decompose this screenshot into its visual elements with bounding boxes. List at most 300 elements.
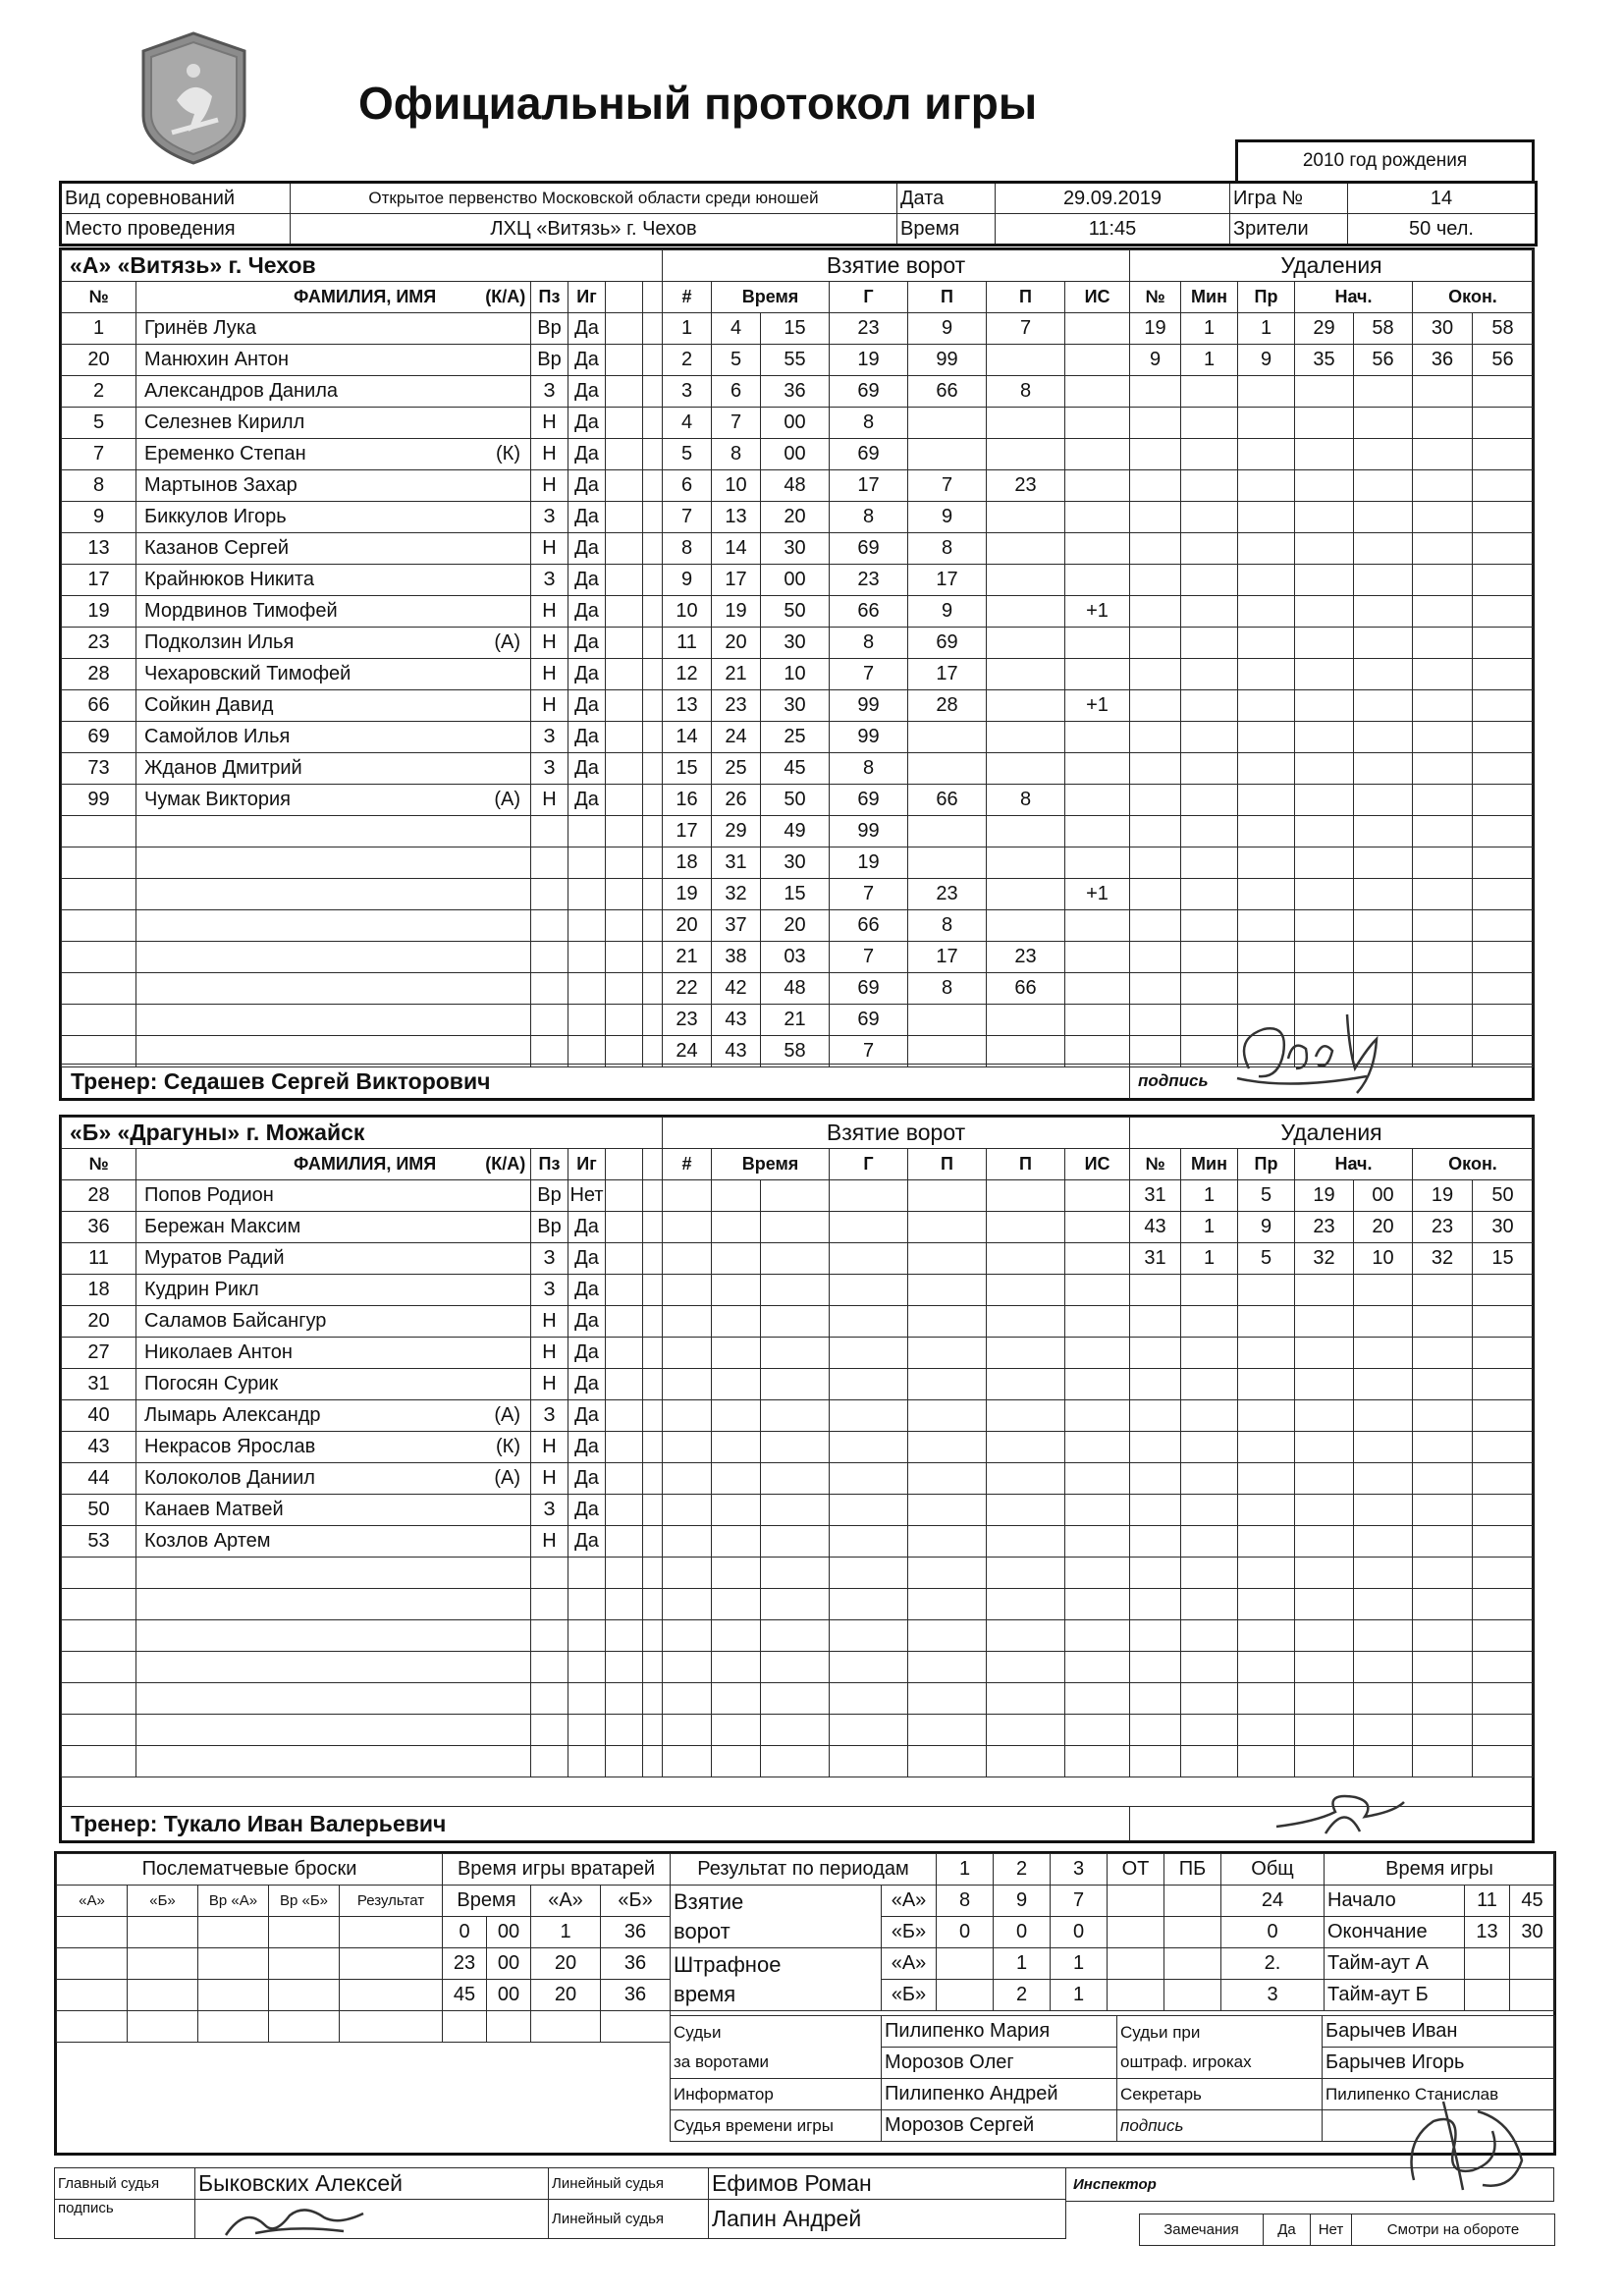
penalty-end-min — [1413, 1369, 1473, 1400]
goal-row — [663, 1369, 1130, 1400]
timekeeper-value: Морозов Сергей — [882, 2110, 1117, 2142]
player-position: З — [531, 565, 568, 596]
penalty-end-sec — [1473, 1620, 1534, 1652]
goalie-time-row — [443, 1948, 671, 1980]
player-row — [62, 910, 663, 942]
penalty-end-min — [1413, 942, 1473, 973]
goal-scorer: 69 — [830, 785, 908, 816]
player-name-cell — [136, 439, 531, 470]
penalty-reason: 5 — [1238, 1243, 1295, 1275]
player-played — [568, 1620, 606, 1652]
pim-b-so — [1164, 1980, 1221, 2011]
timeout-a-label: Тайм-аут А — [1325, 1948, 1465, 1980]
pim-b-tag: «Б» — [882, 1980, 937, 2011]
goal-strength — [1065, 1683, 1130, 1715]
goals-b-p3: 0 — [1051, 1917, 1108, 1948]
player-number: 19 — [62, 596, 136, 628]
see-back-label: Смотри на обороте — [1352, 2214, 1555, 2246]
penalty-end-sec — [1473, 408, 1534, 439]
linesman-1: Ефимов Роман — [709, 2168, 1066, 2200]
goal-second — [761, 1526, 830, 1558]
goal-number: 3 — [663, 376, 712, 408]
shootout-cell — [340, 1980, 443, 2011]
penalty-player — [1130, 722, 1181, 753]
penalty-reason: 9 — [1238, 345, 1295, 376]
goal-assist-1: 17 — [908, 565, 987, 596]
penalty-player — [1130, 470, 1181, 502]
goal-strength — [1065, 376, 1130, 408]
goal-judges-label-2: за воротами — [674, 2051, 770, 2071]
team-a-penalties-title: Удаления — [1130, 250, 1534, 282]
player-played: Да — [568, 1400, 606, 1432]
goal-second: 20 — [761, 910, 830, 942]
penalty-start-min — [1295, 596, 1354, 628]
goal-number: 19 — [663, 879, 712, 910]
player-extra — [643, 470, 663, 502]
penalty-end-sec — [1473, 533, 1534, 565]
goal-scorer — [830, 1400, 908, 1432]
penalty-reason — [1238, 1369, 1295, 1400]
penalty-start-sec — [1354, 1715, 1413, 1746]
player-number: 69 — [62, 722, 136, 753]
remarks-no[interactable]: Нет — [1311, 2214, 1352, 2246]
penalty-start-min — [1295, 1526, 1354, 1558]
penalty-start-min — [1295, 439, 1354, 470]
penalty-reason — [1238, 1683, 1295, 1715]
goal-assist-2 — [987, 879, 1065, 910]
goalie-b-number: 36 — [601, 1917, 671, 1948]
goal-row — [663, 1495, 1130, 1526]
roster-header-name — [136, 1149, 531, 1180]
penalty-end-sec — [1473, 1338, 1534, 1369]
goal-assist-2 — [987, 1463, 1065, 1495]
penalty-end-min — [1413, 1715, 1473, 1746]
goal-assist-1 — [908, 1463, 987, 1495]
venue-value: ЛХЦ «Витязь» г. Чехов — [291, 214, 897, 246]
goal-number: 14 — [663, 722, 712, 753]
player-row — [62, 1526, 663, 1558]
goal-assist-1 — [908, 847, 987, 879]
shootout-col: «А» — [57, 1886, 128, 1917]
pen-header-num: № — [1130, 1149, 1181, 1180]
penalty-start-sec — [1354, 942, 1413, 973]
penalty-end-sec — [1473, 439, 1534, 470]
player-number: 7 — [62, 439, 136, 470]
period-col: ОТ — [1108, 1854, 1164, 1886]
goal-second: 25 — [761, 722, 830, 753]
penalty-start-min — [1295, 628, 1354, 659]
penalty-minutes — [1181, 659, 1238, 690]
player-name-cell — [136, 973, 531, 1005]
penalty-end-sec — [1473, 1558, 1534, 1589]
penalty-end-sec — [1473, 1652, 1534, 1683]
player-name: Николаев Антон — [144, 1341, 293, 1363]
goal-number — [663, 1369, 712, 1400]
league-emblem-logo — [137, 29, 250, 167]
pim-b-ot — [1108, 1980, 1164, 2011]
penalty-minutes — [1181, 1620, 1238, 1652]
player-extra — [606, 345, 643, 376]
player-extra — [643, 376, 663, 408]
roster-header-spacer — [606, 1149, 643, 1180]
goal-number: 2 — [663, 345, 712, 376]
goal-strength — [1065, 1180, 1130, 1212]
penalty-end-sec — [1473, 1275, 1534, 1306]
shootout-row — [57, 1917, 443, 1948]
penalty-row — [1130, 565, 1534, 596]
player-extra — [643, 973, 663, 1005]
goal-assist-2 — [987, 1495, 1065, 1526]
penalty-player: 31 — [1130, 1180, 1181, 1212]
penalty-end-sec — [1473, 910, 1534, 942]
penalty-reason — [1238, 1652, 1295, 1683]
penalty-start-sec — [1354, 879, 1413, 910]
player-extra — [606, 470, 643, 502]
penalty-end-sec — [1473, 690, 1534, 722]
player-row — [62, 1652, 663, 1683]
shootout-cell — [340, 1917, 443, 1948]
player-played — [568, 1036, 606, 1067]
player-extra — [643, 408, 663, 439]
goal-number: 8 — [663, 533, 712, 565]
penalty-end-sec — [1473, 502, 1534, 533]
roster-header-played: Иг — [568, 1149, 606, 1180]
goal-second — [761, 1652, 830, 1683]
goal-scorer: 17 — [830, 470, 908, 502]
penalty-player: 31 — [1130, 1243, 1181, 1275]
penalty-player — [1130, 1746, 1181, 1777]
goal-scorer — [830, 1495, 908, 1526]
penalty-reason — [1238, 1495, 1295, 1526]
goal-second: 15 — [761, 313, 830, 345]
player-extra — [643, 1306, 663, 1338]
penalty-start-min — [1295, 722, 1354, 753]
player-position — [531, 1589, 568, 1620]
penalty-start-sec — [1354, 502, 1413, 533]
shootout-row — [57, 2011, 443, 2043]
player-played: Нет — [568, 1180, 606, 1212]
goal-second — [761, 1683, 830, 1715]
competition-value: Открытое первенство Московской области среди юношей — [291, 183, 897, 214]
penalty-start-min — [1295, 1495, 1354, 1526]
penalty-player — [1130, 1400, 1181, 1432]
goal-assist-2 — [987, 1306, 1065, 1338]
remarks-yes[interactable]: Да — [1264, 2214, 1311, 2246]
player-row — [62, 376, 663, 408]
penalty-end-min — [1413, 659, 1473, 690]
player-name-cell — [136, 690, 531, 722]
goal-assist-2: 23 — [987, 470, 1065, 502]
penalty-reason: 1 — [1238, 313, 1295, 345]
penalty-player: 19 — [1130, 313, 1181, 345]
goal-row — [663, 533, 1130, 565]
shootout-cell — [198, 1980, 269, 2011]
penalty-player — [1130, 439, 1181, 470]
penalty-reason — [1238, 565, 1295, 596]
goalie-time-minute: 23 — [443, 1948, 487, 1980]
team-a-title: «А» «Витязь» г. Чехов — [62, 250, 663, 282]
player-extra — [606, 847, 643, 879]
goal-row — [663, 376, 1130, 408]
goal-row — [663, 910, 1130, 942]
goal-assist-1: 99 — [908, 345, 987, 376]
goal-strength — [1065, 722, 1130, 753]
penalty-row — [1130, 1400, 1534, 1432]
goal-row — [663, 408, 1130, 439]
goal-row — [663, 1180, 1130, 1212]
shootout-table — [56, 1853, 443, 2043]
goal-minute — [712, 1526, 761, 1558]
penalty-player — [1130, 1558, 1181, 1589]
player-extra — [606, 1338, 643, 1369]
player-extra — [643, 1243, 663, 1275]
goal-assist-2 — [987, 1275, 1065, 1306]
player-row — [62, 628, 663, 659]
goal-scorer — [830, 1526, 908, 1558]
player-played: Да — [568, 1275, 606, 1306]
goal-scorer — [830, 1558, 908, 1589]
goals-b-ot — [1108, 1917, 1164, 1948]
penalty-start-min: 23 — [1295, 1212, 1354, 1243]
team-b-penalties-title: Удаления — [1130, 1118, 1534, 1149]
player-played: Да — [568, 533, 606, 565]
referee-table — [54, 2167, 1066, 2239]
player-name-cell — [136, 1526, 531, 1558]
goal-row — [663, 1746, 1130, 1777]
player-row — [62, 1589, 663, 1620]
penalty-reason — [1238, 1306, 1295, 1338]
player-row — [62, 753, 663, 785]
penalty-end-sec — [1473, 1036, 1534, 1067]
penalty-minutes — [1181, 722, 1238, 753]
player-played: Да — [568, 1526, 606, 1558]
date-label: Дата — [897, 183, 996, 214]
shootout-cell — [269, 1917, 340, 1948]
shootout-col: Результат — [340, 1886, 443, 1917]
penalty-minutes — [1181, 376, 1238, 408]
goal-assist-1: 8 — [908, 910, 987, 942]
team-b-roster — [61, 1117, 663, 1777]
goals-label-2: ворот — [674, 1918, 730, 1943]
player-extra — [606, 628, 643, 659]
goal-strength — [1065, 816, 1130, 847]
goal-assist-1 — [908, 1400, 987, 1432]
goal-number — [663, 1746, 712, 1777]
goal-number: 5 — [663, 439, 712, 470]
pen-header-start: Нач. — [1295, 282, 1413, 313]
player-number — [62, 816, 136, 847]
goal-assist-2 — [987, 1338, 1065, 1369]
goal-row — [663, 1275, 1130, 1306]
goal-row — [663, 1620, 1130, 1652]
team-b-goals — [662, 1117, 1130, 1777]
penalty-end-sec — [1473, 376, 1534, 408]
penalty-reason: 9 — [1238, 1212, 1295, 1243]
team-b-coach: Тренер: Тукало Иван Валерьевич — [71, 1811, 447, 1836]
penalty-end-min — [1413, 1463, 1473, 1495]
goal-assist-1 — [908, 1180, 987, 1212]
goal-second: 50 — [761, 785, 830, 816]
goal-minute: 26 — [712, 785, 761, 816]
goal-assist-1 — [908, 1715, 987, 1746]
penalty-row — [1130, 1275, 1534, 1306]
penalty-start-min — [1295, 910, 1354, 942]
penalty-minutes — [1181, 1369, 1238, 1400]
player-number: 13 — [62, 533, 136, 565]
player-row — [62, 439, 663, 470]
remarks-table — [1139, 2214, 1555, 2246]
penalty-row — [1130, 596, 1534, 628]
penalty-start-sec — [1354, 1495, 1413, 1526]
goal-assist-2 — [987, 1526, 1065, 1558]
goal-minute: 43 — [712, 1036, 761, 1067]
player-position: Н — [531, 690, 568, 722]
player-number — [62, 1036, 136, 1067]
player-name: Козлов Артем — [144, 1530, 271, 1552]
player-extra — [643, 345, 663, 376]
penalty-start-sec — [1354, 1652, 1413, 1683]
penalty-end-min — [1413, 690, 1473, 722]
player-name: Чехаровский Тимофей — [144, 663, 352, 684]
penalty-end-sec — [1473, 470, 1534, 502]
player-name-cell — [136, 1620, 531, 1652]
penalty-reason — [1238, 753, 1295, 785]
goals-a-ot — [1108, 1886, 1164, 1917]
player-row — [62, 785, 663, 816]
penalty-player — [1130, 1495, 1181, 1526]
player-extra — [606, 439, 643, 470]
penalty-start-sec — [1354, 816, 1413, 847]
penalty-start-min — [1295, 1715, 1354, 1746]
penalty-row — [1130, 910, 1534, 942]
player-position — [531, 1558, 568, 1589]
player-played: Да — [568, 1495, 606, 1526]
shootout-cell — [128, 1917, 198, 1948]
player-extra — [606, 1620, 643, 1652]
player-row — [62, 533, 663, 565]
goal-number — [663, 1432, 712, 1463]
player-number: 31 — [62, 1369, 136, 1400]
player-name-cell — [136, 1463, 531, 1495]
goals-header-assist2: П — [987, 282, 1065, 313]
penalty-minutes — [1181, 1306, 1238, 1338]
goal-row — [663, 879, 1130, 910]
goal-number: 22 — [663, 973, 712, 1005]
penalty-minutes — [1181, 1400, 1238, 1432]
player-played: Да — [568, 1338, 606, 1369]
player-position: Н — [531, 470, 568, 502]
goal-row — [663, 1005, 1130, 1036]
penalty-end-sec — [1473, 785, 1534, 816]
goal-minute: 21 — [712, 659, 761, 690]
goal-strength — [1065, 502, 1130, 533]
goal-minute — [712, 1463, 761, 1495]
goals-header-assist1: П — [908, 282, 987, 313]
penalty-end-sec — [1473, 565, 1534, 596]
player-played: Да — [568, 313, 606, 345]
shootout-row — [57, 1980, 443, 2011]
penalty-row — [1130, 1683, 1534, 1715]
player-name: Колоколов Даниил — [144, 1467, 315, 1489]
end-hour: 13 — [1465, 1917, 1510, 1948]
pim-b-p2: 2 — [994, 1980, 1051, 2011]
goal-scorer: 7 — [830, 879, 908, 910]
player-extra — [606, 1526, 643, 1558]
penalty-start-min — [1295, 879, 1354, 910]
goal-second: 55 — [761, 345, 830, 376]
player-position: З — [531, 376, 568, 408]
player-number: 27 — [62, 1338, 136, 1369]
penalty-judges-label-2: оштраф. игроках — [1120, 2051, 1252, 2071]
penalty-end-min — [1413, 1495, 1473, 1526]
player-number: 66 — [62, 690, 136, 722]
player-extra — [643, 847, 663, 879]
goal-assist-2 — [987, 1212, 1065, 1243]
penalty-start-min — [1295, 942, 1354, 973]
player-name: Крайнюков Никита — [144, 569, 314, 590]
penalty-row — [1130, 1180, 1534, 1212]
penalty-end-min — [1413, 1683, 1473, 1715]
penalty-player — [1130, 1338, 1181, 1369]
player-position: Вр — [531, 345, 568, 376]
player-row — [62, 847, 663, 879]
goal-row — [663, 1432, 1130, 1463]
penalty-end-sec — [1473, 973, 1534, 1005]
player-extra — [606, 973, 643, 1005]
penalty-start-sec — [1354, 565, 1413, 596]
player-extra — [643, 596, 663, 628]
goal-scorer — [830, 1369, 908, 1400]
goal-minute: 7 — [712, 408, 761, 439]
penalty-end-min: 36 — [1413, 345, 1473, 376]
player-played: Да — [568, 785, 606, 816]
penalty-minutes — [1181, 1746, 1238, 1777]
player-number: 36 — [62, 1212, 136, 1243]
player-row — [62, 1558, 663, 1589]
goal-number — [663, 1338, 712, 1369]
goal-second — [761, 1180, 830, 1212]
goalie-b-number: 36 — [601, 1980, 671, 2011]
player-row — [62, 470, 663, 502]
linesman-2: Лапин Андрей — [709, 2200, 1066, 2239]
penalty-minutes — [1181, 1526, 1238, 1558]
penalty-start-min — [1295, 785, 1354, 816]
goals-b-p2: 0 — [994, 1917, 1051, 1948]
goal-second — [761, 1306, 830, 1338]
goal-second: 21 — [761, 1005, 830, 1036]
goal-minute — [712, 1558, 761, 1589]
penalty-player — [1130, 1620, 1181, 1652]
penalty-player — [1130, 1005, 1181, 1036]
goal-minute: 31 — [712, 847, 761, 879]
penalty-start-sec — [1354, 1306, 1413, 1338]
inspector-label: Инспектор — [1073, 2176, 1157, 2193]
timeout-b-label: Тайм-аут Б — [1325, 1980, 1465, 2011]
player-number: 28 — [62, 659, 136, 690]
player-number: 44 — [62, 1463, 136, 1495]
player-played — [568, 1558, 606, 1589]
shootout-cell — [198, 1917, 269, 1948]
penalty-end-min: 23 — [1413, 1212, 1473, 1243]
penalty-start-min: 29 — [1295, 313, 1354, 345]
penalty-row — [1130, 408, 1534, 439]
penalty-start-min — [1295, 502, 1354, 533]
shootout-cell — [57, 1980, 128, 2011]
goal-second: 03 — [761, 942, 830, 973]
goal-minute — [712, 1683, 761, 1715]
player-position: Н — [531, 533, 568, 565]
penalty-start-sec — [1354, 596, 1413, 628]
